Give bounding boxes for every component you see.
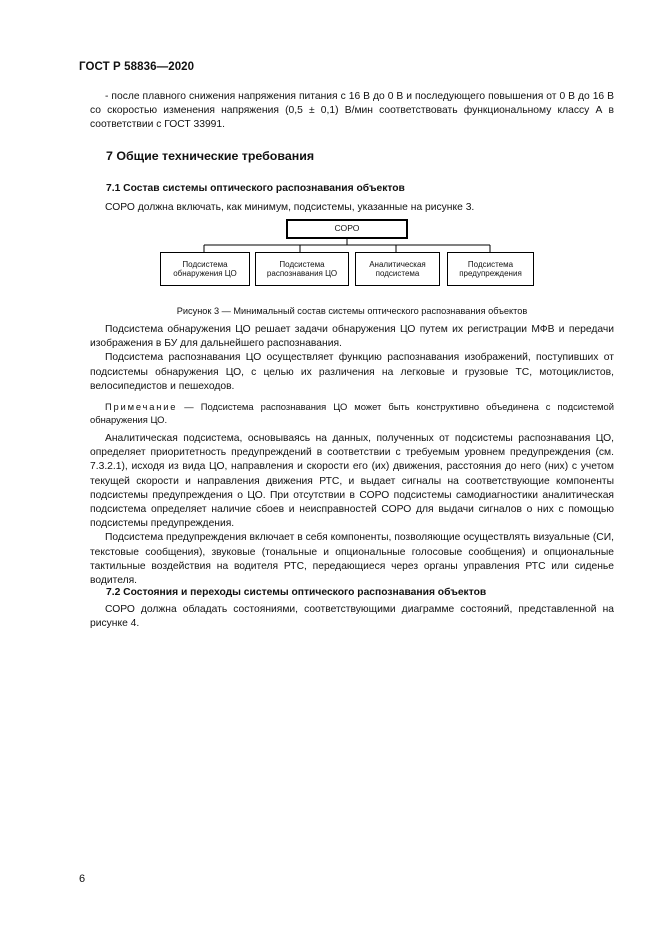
box-analytic-line1: Аналитическая <box>369 259 426 269</box>
section-7-title: 7 Общие технические требования <box>106 149 315 163</box>
diagram-box-recognition <box>255 252 349 286</box>
note-paragraph <box>90 400 614 426</box>
paragraph-warning: Подсистема предупреждения включает в себя компоненты, позволяющие осуществлять визуальные (СИ, текстовые сообщения), звуковые (тональные и опциональные голосовые сообщения) и опциональные тактильные воздействия на водителя РТС, передающиеся через органы управления РТС или сиденье водителя. <box>90 532 614 587</box>
paragraph-detection: Подсистема обнаружения ЦО решает задачи обнаружения ЦО путем их регистрации МФВ и передачи изображения в БУ для дальнейшего распознавания. <box>90 324 614 350</box>
box-recognition-line1: Подсистема <box>279 259 325 269</box>
box-warning-line2: предупреждения <box>459 269 522 278</box>
diagram-box-analytic <box>355 252 440 286</box>
subsection-7-2-lead-block <box>90 603 614 631</box>
paragraph-recognition: Подсистема распознавания ЦО осуществляет функцию распознавания изображений, поступивших от подсистемы обнаружения ЦО, с целью их различения на легковые и грузовые ТС, мотоциклистов, велосипедистов и пешеходов. <box>90 352 614 392</box>
box-detection-line1: Подсистема <box>182 259 228 269</box>
note-text: — Подсистема распознавания ЦО может быть конструктивно объединена с подсистемой обнаружения ЦО. <box>90 401 614 426</box>
box-detection-line2: обнаружения ЦО <box>173 269 237 278</box>
document-header: ГОСТ Р 58836—2020 <box>79 61 195 73</box>
subsection-7-1-lead: СОРО должна включать, как минимум, подсистемы, указанные на рисунке 3. <box>105 202 475 213</box>
paragraph-analytic: Аналитическая подсистема, основываясь на данных, полученных от подсистемы распознавания ЦО, определяет приоритетность предупреждений в соответствии с требуемым уровнем предупреждения (см. 7.3.2.1), исходя из вида ЦО, направления и скорости его (их) движения, расстояния до него (них) с учетом текущей скорости и направления движения РТС, и выдает сигналы на соответствующие компоненты подсистемы предупреждения о ЦО. При отсутствии в СОРО подсистемы самодиагностики аналитическая подсистема определяет наличие сбоев и неисправностей СОРО для выдачи сигналов о них с помощью подсистемы предупреждения. <box>90 433 614 530</box>
diagram-box-detection <box>160 252 250 286</box>
box-warning-line1: Подсистема <box>467 259 514 269</box>
intro-paragraph: - после плавного снижения напряжения питания с 16 В до 0 В и последующего повышения от 0 В до 16 В со скоростью изменения напряжения (0,5 ± 0,1) В/мин соответствовать функциональному классу А в соответствии с ГОСТ 33991. <box>90 91 614 131</box>
section-7-1-body <box>90 323 614 588</box>
intro-paragraph-block <box>90 90 614 133</box>
box-analytic-line2: подсистема <box>375 269 420 278</box>
diagram-root-box <box>286 219 408 239</box>
figure-3-diagram <box>150 217 550 295</box>
figure-3-caption: Рисунок 3 — Минимальный состав системы оптического распознавания объектов <box>176 306 528 316</box>
subsection-7-1-lead-block <box>90 201 614 215</box>
diagram-box-warning <box>447 252 534 286</box>
page-number: 6 <box>79 873 86 885</box>
subsection-7-1-title: 7.1 Состав системы оптического распознавания объектов <box>106 183 405 194</box>
subsection-7-2-title: 7.2 Состояния и переходы системы оптического распознавания объектов <box>106 587 487 598</box>
diagram-root-label: СОРО <box>334 223 360 234</box>
box-recognition-line2: распознавания ЦО <box>266 269 338 278</box>
subsection-7-2-lead: СОРО должна обладать состояниями, соответствующими диаграмме состояний, представленной на рисунке 4. <box>90 604 614 630</box>
note-label: Примечание <box>105 401 178 413</box>
